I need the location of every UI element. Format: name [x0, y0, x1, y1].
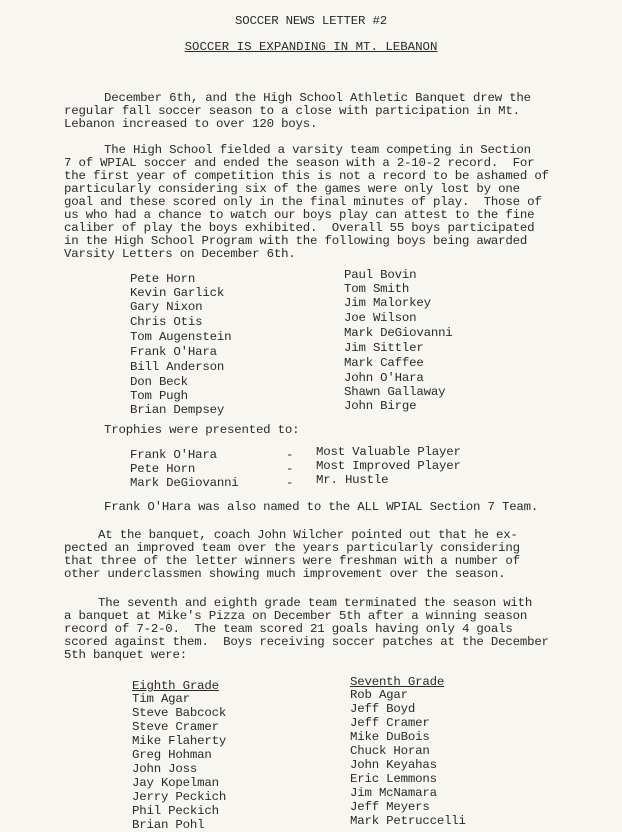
eighth-grade-heading: Eighth Grade: [132, 679, 219, 693]
letter-winner-left: Tom Augenstein: [130, 330, 232, 344]
paragraph-3-line: that three of the letter winners were freshman with a number of: [64, 554, 520, 568]
paragraph-4-line: scored against them. Boys receiving soccer patches at the December: [64, 635, 549, 649]
paragraph-4-line: 5th banquet were:: [64, 648, 188, 662]
letter-winner-left: Don Beck: [130, 375, 188, 389]
seventh-grade-name: Jeff Boyd: [350, 702, 416, 716]
seventh-grade-name: Jeff Cramer: [350, 716, 430, 730]
seventh-grade-name: John Keyahas: [350, 758, 437, 772]
letter-winner-right: Mark Caffee: [344, 356, 424, 370]
eighth-grade-name: Steve Cramer: [132, 720, 219, 734]
letter-winner-right: Jim Malorkey: [344, 296, 431, 310]
letter-winner-right: Joe Wilson: [344, 311, 417, 325]
paragraph-2-line: caliber of play the boys exhibited. Overall 55 boys participated: [64, 221, 535, 235]
trophy-dash: -: [286, 476, 294, 490]
seventh-grade-name: Jim McNamara: [350, 786, 437, 800]
seventh-grade-heading: Seventh Grade: [350, 675, 445, 689]
letter-winner-left: Brian Dempsey: [130, 403, 225, 417]
seventh-grade-name: Mark Petruccelli: [350, 814, 466, 828]
newsletter-title: SOCCER NEWS LETTER #2: [235, 14, 387, 28]
letter-winner-left: Tom Pugh: [130, 389, 188, 403]
eighth-grade-name: Greg Hohman: [132, 748, 212, 762]
seventh-grade-name: Jeff Meyers: [350, 800, 430, 814]
letter-winner-right: Shawn Gallaway: [344, 385, 446, 399]
paragraph-3-line: pected an improved team over the years particularly considering: [64, 541, 520, 555]
seventh-grade-name: Chuck Horan: [350, 744, 430, 758]
trophy-recipient: Pete Horn: [130, 462, 196, 476]
eighth-grade-name: Tim Agar: [132, 692, 190, 706]
paragraph-4-line: The seventh and eighth grade team terminated the season with: [98, 596, 533, 610]
letter-winner-right: Mark DeGiovanni: [344, 326, 453, 340]
paragraph-1-line: December 6th, and the High School Athletic Banquet drew the: [104, 91, 531, 105]
paragraph-4-line: a banquet at Mike's Pizza on December 5th after a winning season: [64, 609, 528, 623]
seventh-grade-name: Rob Agar: [350, 688, 408, 702]
letter-winner-left: Bill Anderson: [130, 360, 225, 374]
trophy-award: Most Improved Player: [316, 459, 461, 473]
eighth-grade-name: Brian Pohl: [132, 818, 205, 832]
letter-winner-left: Frank O'Hara: [130, 345, 217, 359]
letter-winner-right: John O'Hara: [344, 371, 424, 385]
letter-winner-right: John Birge: [344, 399, 417, 413]
paragraph-2-line: goal and these scored only in the final minutes of play. Those of: [64, 195, 542, 209]
letter-winner-left: Kevin Garlick: [130, 286, 225, 300]
paragraph-3-line: At the banquet, coach John Wilcher pointed out that he ex-: [98, 528, 518, 542]
eighth-grade-name: John Joss: [132, 762, 198, 776]
trophy-recipient: Mark DeGiovanni: [130, 476, 239, 490]
letter-winner-right: Tom Smith: [344, 282, 410, 296]
trophy-dash: -: [286, 462, 294, 476]
trophy-recipient: Frank O'Hara: [130, 448, 217, 462]
paragraph-2-line: particularly considering six of the games were only lost by one: [64, 182, 520, 196]
paragraph-3-line: other underclassmen showing much improvement over the season.: [64, 567, 506, 581]
eighth-grade-name: Phil Peckich: [132, 804, 219, 818]
trophy-award: Most Valuable Player: [316, 445, 461, 459]
paragraph-2-line: the first year of competition this is not a record to be ashamed of: [64, 169, 549, 183]
paragraph-1-line: Lebanon increased to over 120 boys.: [64, 117, 318, 131]
letter-winner-left: Chris Otis: [130, 315, 203, 329]
seventh-grade-name: Eric Lemmons: [350, 772, 437, 786]
letter-winner-left: Pete Horn: [130, 272, 196, 286]
paragraph-2-line: 7 of WPIAL soccer and ended the season with a 2-10-2 record. For: [64, 156, 535, 170]
letter-winner-left: Gary Nixon: [130, 300, 203, 314]
eighth-grade-name: Jay Kopelman: [132, 776, 219, 790]
newsletter-subtitle: SOCCER IS EXPANDING IN MT. LEBANON: [184, 40, 438, 54]
letter-winner-right: Paul Bovin: [344, 268, 417, 282]
eighth-grade-name: Mike Flaherty: [132, 734, 227, 748]
trophy-dash: -: [286, 448, 294, 462]
paragraph-4-line: record of 7-2-0. The team scored 21 goals having only 4 goals: [64, 622, 513, 636]
all-wpial-line: Frank O'Hara was also named to the ALL WPIAL Section 7 Team.: [104, 500, 539, 514]
paragraph-2-line: Varsity Letters on December 6th.: [64, 247, 296, 261]
paragraph-2-line: in the High School Program with the following boys being awarded: [64, 234, 528, 248]
seventh-grade-name: Mike DuBois: [350, 730, 430, 744]
paragraph-1-line: regular fall soccer season to a close with participation in Mt.: [64, 104, 520, 118]
letter-winner-right: Jim Sittler: [344, 341, 424, 355]
paragraph-2-line: us who had a chance to watch our boys play can attest to the fine: [64, 208, 535, 222]
eighth-grade-name: Steve Babcock: [132, 706, 227, 720]
eighth-grade-name: Jerry Peckich: [132, 790, 227, 804]
trophies-intro: Trophies were presented to:: [104, 423, 300, 437]
trophy-award: Mr. Hustle: [316, 473, 389, 487]
paragraph-2-line: The High School fielded a varsity team competing in Section: [104, 143, 531, 157]
